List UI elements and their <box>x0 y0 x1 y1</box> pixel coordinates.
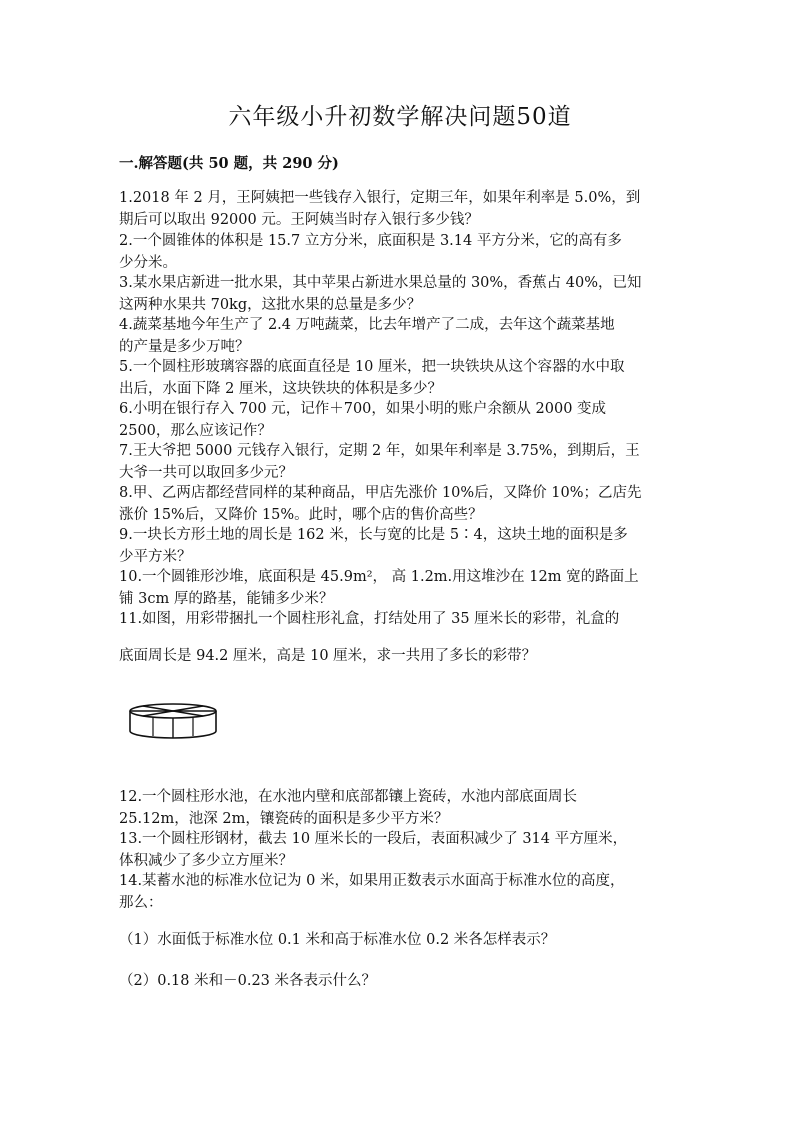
question-6-line-2: 2500，那么应该记作？ <box>119 423 272 439</box>
question-1-line-1: 1.2018 年 2 月，王阿姨把一些钱存入银行，定期三年，如果年利率是 5.0%，到 <box>119 190 641 206</box>
question-1-line-2: 期后可以取出 92000 元。王阿姨当时存入银行多少钱？ <box>119 212 479 228</box>
question-10-line-2: 铺 3cm 厚的路基，能铺多少米？ <box>119 591 334 607</box>
question-11-line-1: 11.如图，用彩带捆扎一个圆柱形礼盒，打结处用了 35 厘米长的彩带，礼盒的 <box>119 611 620 627</box>
question-9-line-2: 少平方米？ <box>119 549 192 565</box>
question-5-line-1: 5.一个圆柱形玻璃容器的底面直径是 10 厘米，把一块铁块从这个容器的水中取 <box>119 359 625 375</box>
question-7-line-2: 大爷一共可以取回多少元？ <box>119 465 293 481</box>
question-14-line-2: 那么： <box>119 895 163 911</box>
question-10-line-1: 10.一个圆锥形沙堆，底面积是 45.9m²， 高 1.2m.用这堆沙在 12m 宽的路面上 <box>119 569 639 585</box>
question-11-line-2: 底面周长是 94.2 厘米，高是 10 厘米，求一共用了多长的彩带？ <box>119 648 537 664</box>
question-7-line-1: 7.王大爷把 5000 元钱存入银行，定期 2 年，如果年利率是 3.75%，到期后，王 <box>119 443 640 459</box>
question-3-line-1: 3.某水果店新进一批水果，其中苹果占新进水果总量的 30%，香蕉占 40%，已知 <box>119 275 642 291</box>
question-14-subquestion-2: （2）0.18 米和－0.23 米各表示什么？ <box>119 973 377 989</box>
question-6-line-1: 6.小明在银行存入 700 元，记作＋700，如果小明的账户余额从 2000 变成 <box>119 401 607 417</box>
question-4-line-1: 4.蔬菜基地今年生产了 2.4 万吨蔬菜，比去年增产了二成，去年这个蔬菜基地 <box>119 317 615 333</box>
question-9-line-1: 9.一块长方形土地的周长是 162 米，长与宽的比是 5∶4，这块土地的面积是多 <box>119 527 628 543</box>
question-14-subquestion-1: （1）水面低于标准水位 0.1 米和高于标准水位 0.2 米各怎样表示？ <box>119 932 556 948</box>
question-13-line-1: 13.一个圆柱形钢材，截去 10 厘米长的一段后，表面积减少了 314 平方厘米， <box>119 831 628 847</box>
question-14-line-1: 14.某蓄水池的标准水位记为 0 米，如果用正数表示水面高于标准水位的高度， <box>119 873 625 889</box>
question-3-line-2: 这两种水果共 70kg，这批水果的总量是多少？ <box>119 297 422 313</box>
cylinder-gift-box-figure <box>127 700 219 744</box>
question-8-line-2: 涨价 15%后，又降价 15%。此时，哪个店的售价高些？ <box>119 507 483 523</box>
question-4-line-2: 的产量是多少万吨？ <box>119 339 250 355</box>
question-12-line-2: 25.12m，池深 2m，镶瓷砖的面积是多少平方米？ <box>119 811 449 827</box>
page-title: 六年级小升初数学解决问题50道 <box>228 104 572 130</box>
question-8-line-1: 8.甲、乙两店都经营同样的某种商品，甲店先涨价 10%后，又降价 10%；乙店先 <box>119 485 642 501</box>
question-13-line-2: 体积减少了多少立方厘米？ <box>119 853 293 869</box>
question-12-line-1: 12.一个圆柱形水池，在水池内壁和底部都镶上瓷砖，水池内部底面周长 <box>119 789 578 805</box>
section-heading: 一.解答题(共 50 题，共 290 分) <box>119 155 339 172</box>
question-5-line-2: 出后，水面下降 2 厘米，这块铁块的体积是多少？ <box>119 381 442 397</box>
question-2-line-2: 少分米。 <box>119 255 177 271</box>
question-2-line-1: 2.一个圆锥体的体积是 15.7 立方分米，底面积是 3.14 平方分米，它的高有多 <box>119 233 622 249</box>
